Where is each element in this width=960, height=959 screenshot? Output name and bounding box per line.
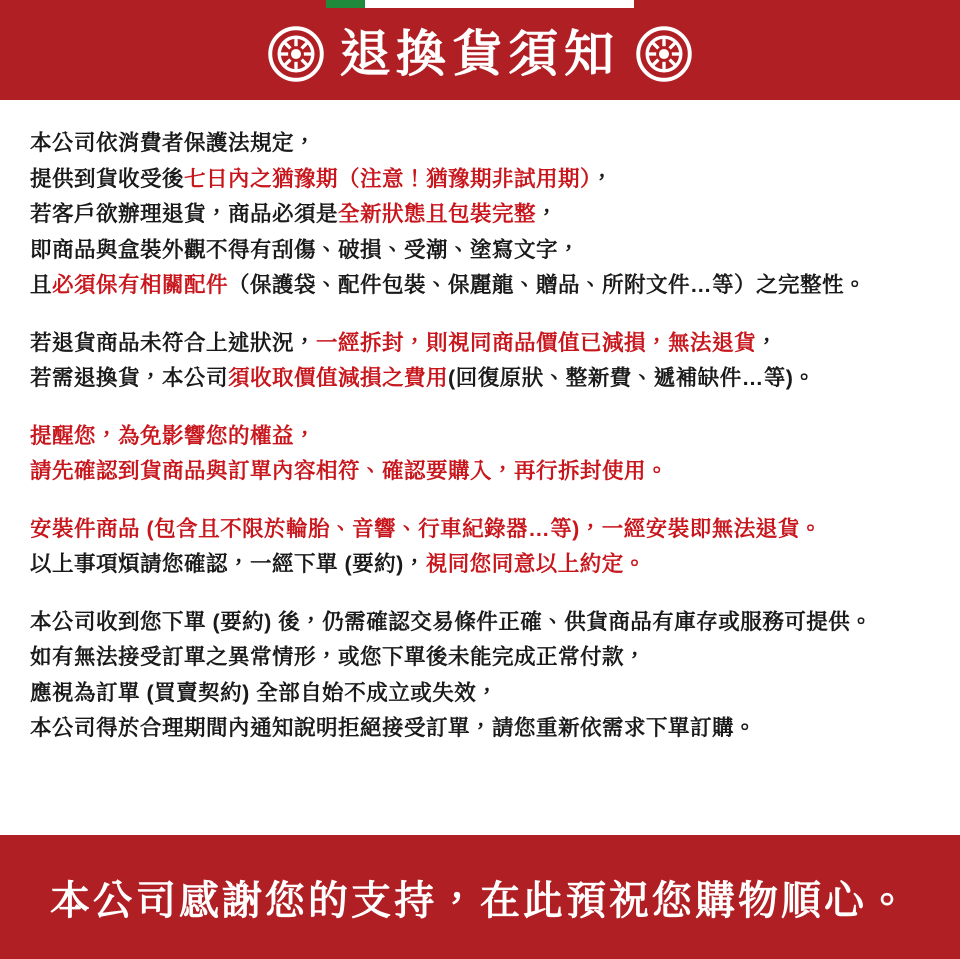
paragraph-spacer bbox=[30, 397, 930, 419]
policy-line bbox=[30, 711, 930, 747]
tire-wheel-icon bbox=[268, 26, 324, 82]
policy-paragraph bbox=[30, 512, 930, 583]
policy-text: 本公司收到您下單 (要約) 後，仍需確認交易條件正確、供貨商品有庫存或服務可提供。 bbox=[30, 609, 873, 634]
page-footer-banner bbox=[0, 835, 960, 959]
policy-line bbox=[30, 326, 930, 362]
policy-line bbox=[30, 233, 930, 269]
policy-paragraph bbox=[30, 326, 930, 397]
policy-line bbox=[30, 268, 930, 304]
policy-text: 本公司依消費者保護法規定， bbox=[30, 131, 317, 155]
policy-text: ， bbox=[536, 202, 559, 226]
policy-paragraph bbox=[30, 126, 930, 304]
policy-line bbox=[30, 419, 930, 455]
policy-text: 即商品與盒裝外觀不得有刮傷、破損、受潮、塗寫文字， bbox=[30, 237, 581, 262]
footer-thanks-text: 本公司感謝您的支持，在此預祝您購物順心。 bbox=[50, 878, 910, 923]
strip-segment-white bbox=[365, 0, 634, 8]
policy-text: 提供到貨收受後 bbox=[30, 166, 185, 191]
policy-line bbox=[30, 605, 930, 641]
page-title: 退換貨須知 bbox=[340, 26, 620, 82]
policy-text-highlight: 須收取價值減損之費用 bbox=[228, 366, 449, 390]
policy-content bbox=[0, 100, 960, 757]
top-accent-strip bbox=[0, 0, 960, 8]
policy-line bbox=[30, 162, 930, 198]
paragraph-spacer bbox=[30, 490, 930, 512]
policy-text: 本公司得於合理期間內通知說明拒絕接受訂單，請您重新依需求下單訂購。 bbox=[30, 716, 757, 740]
policy-paragraph bbox=[30, 605, 930, 747]
strip-segment-red-right bbox=[634, 0, 960, 8]
policy-text: 若退貨商品未符合上述狀況， bbox=[30, 330, 317, 355]
policy-text-highlight: 請先確認到貨商品與訂單內容相符、確認要購入，再行拆封使用。 bbox=[30, 459, 669, 483]
strip-segment-green bbox=[326, 0, 364, 8]
policy-text: 以上事項煩請您確認，一經下單 (要約)， bbox=[30, 552, 426, 576]
policy-text: 應視為訂單 (買賣契約) 全部自始不成立或失效， bbox=[30, 680, 499, 705]
policy-line bbox=[30, 197, 930, 233]
policy-text-highlight: 安裝件商品 (包含且不限於輪胎、音響、行車紀錄器…等)，一經安裝即無法退貨。 bbox=[30, 516, 822, 541]
policy-line bbox=[30, 547, 930, 583]
policy-text: ， bbox=[591, 166, 614, 191]
policy-line bbox=[30, 512, 930, 548]
policy-text: ， bbox=[756, 330, 779, 355]
policy-line bbox=[30, 454, 930, 490]
policy-text: 若客戶欲辦理退貨，商品必須是 bbox=[30, 202, 339, 226]
policy-text-highlight: 必須保有相關配件 bbox=[52, 273, 229, 297]
policy-text-highlight: 七日內之猶豫期（注意！猶豫期非試用期） bbox=[184, 166, 592, 191]
policy-text-highlight: 視同您同意以上約定。 bbox=[425, 552, 646, 576]
policy-text: 若需退換貨，本公司 bbox=[30, 366, 229, 390]
policy-paragraph bbox=[30, 419, 930, 490]
policy-line bbox=[30, 361, 930, 397]
policy-text: （保護袋、配件包裝、保麗龍、贈品、所附文件…等）之完整性。 bbox=[228, 273, 867, 297]
strip-segment-red-left bbox=[0, 0, 326, 8]
policy-text-highlight: 提醒您，為免影響您的權益， bbox=[30, 423, 317, 448]
policy-line bbox=[30, 126, 930, 162]
paragraph-spacer bbox=[30, 583, 930, 605]
policy-text-highlight: 一經拆封，則視同商品價值已減損，無法退貨 bbox=[316, 330, 757, 355]
paragraph-spacer bbox=[30, 304, 930, 326]
policy-text: 如有無法接受訂單之異常情形，或您下單後未能完成正常付款， bbox=[30, 645, 647, 669]
tire-wheel-icon bbox=[636, 26, 692, 82]
policy-text-highlight: 全新狀態且包裝完整 bbox=[338, 202, 537, 226]
policy-text: 且 bbox=[30, 273, 53, 297]
policy-line bbox=[30, 640, 930, 676]
policy-text: (回復原狀、整新費、遞補缺件…等)。 bbox=[448, 366, 816, 390]
page-header-banner bbox=[0, 8, 960, 100]
policy-line bbox=[30, 676, 930, 712]
